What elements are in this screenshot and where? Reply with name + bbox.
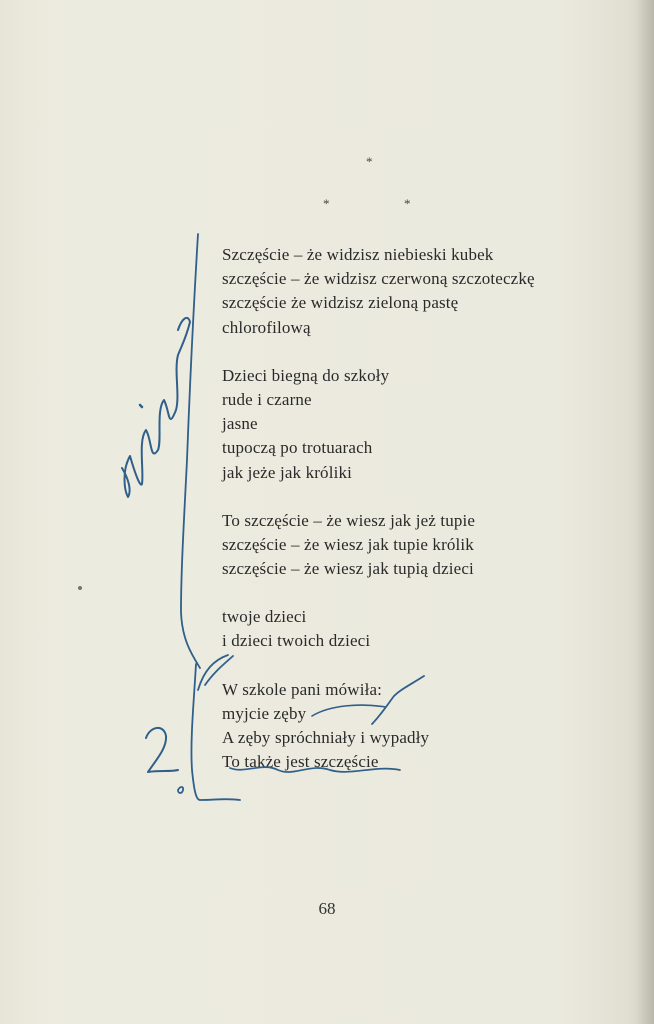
poem-line: jasne [222, 414, 258, 434]
ornament-star-left: * [323, 196, 330, 211]
poem-line: szczęście – że widzisz czerwoną szczoteczkę [222, 269, 535, 289]
stanza [222, 605, 622, 653]
poem-line: myjcie zęby [222, 703, 307, 723]
poem-line: To także jest szczęście [222, 752, 379, 772]
poem-line: Szczęście – że widzisz niebieski kubek [222, 245, 494, 264]
ornament-star-top: * [366, 154, 373, 169]
section-ornament [0, 0, 654, 230]
stanza [222, 243, 622, 340]
margin-word-dot [140, 405, 142, 407]
margin-number-2 [146, 728, 178, 772]
poem-line: twoje dzieci [222, 607, 307, 627]
stanza [222, 509, 622, 582]
poem-line: rude i czarne [222, 389, 312, 409]
margin-word-scribble [122, 318, 190, 497]
margin-mark-small [178, 787, 183, 793]
poem-line: Dzieci biegną do szkoły [222, 365, 390, 385]
poem-line: szczęście – że wiesz jak tupie królik [222, 534, 474, 554]
page-number: 68 [318, 899, 336, 918]
poem-line: W szkole pani mówiła: [222, 679, 383, 699]
poem-line: chlorofilową [222, 317, 311, 337]
stanza [222, 678, 622, 775]
poem-line: szczęście – że wiesz jak tupią dzieci [222, 559, 474, 579]
poem-line: szczęście że widzisz zieloną pastę [222, 293, 459, 313]
paper-speck [78, 586, 82, 590]
margin-bracket-line [181, 234, 200, 668]
poem-line: To szczęście – że wiesz jak jeż tupie [222, 510, 476, 530]
ornament-star-right: * [404, 196, 411, 211]
poem-body [222, 243, 622, 798]
poem-line: i dzieci twoich dzieci [222, 631, 371, 651]
poem-line: A zęby spróchniały i wypadły [222, 728, 430, 747]
poem-line: tupoczą po trotuarach [222, 438, 373, 458]
stanza [222, 364, 622, 485]
poem-line: jak jeże jak króliki [222, 462, 352, 482]
